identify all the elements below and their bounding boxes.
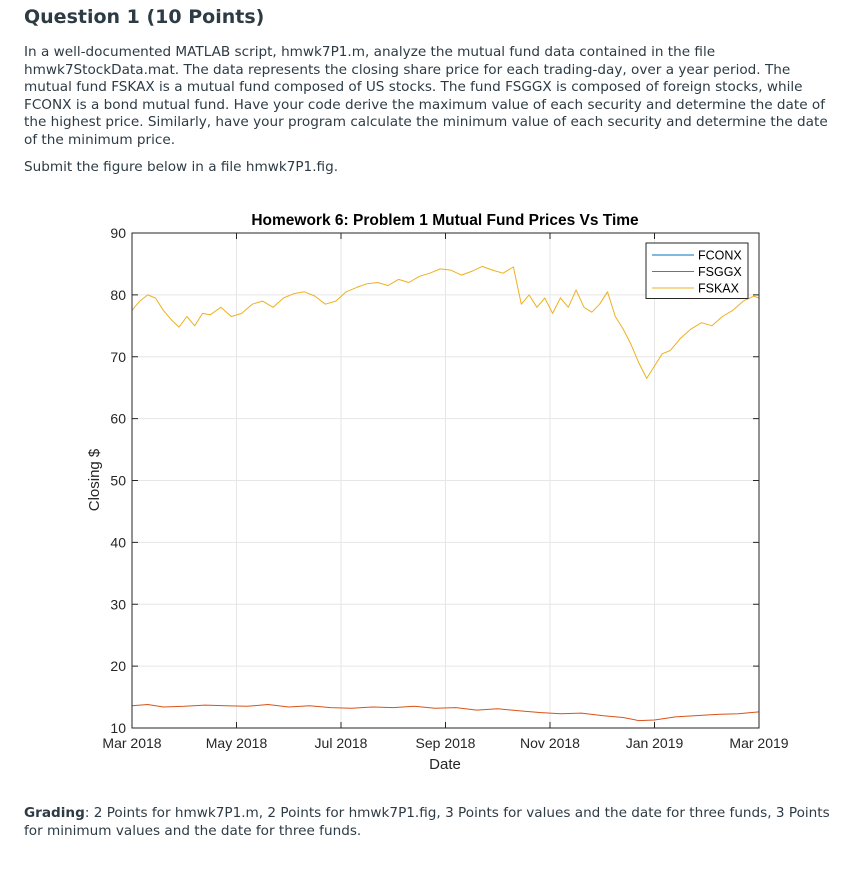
grading-text	[24, 805, 832, 840]
legend-label: FSGGX	[698, 265, 742, 279]
grading-details: : 2 Points for hmwk7P1.m, 2 Points for hmwk7P1.fig, 3 Points for values and the date for three funds, 3 Points for minimum values and the date for three funds.	[24, 805, 830, 839]
x-tick-label: Jan 2019	[625, 735, 684, 751]
y-tick-label: 70	[110, 348, 126, 365]
x-tick-label: May 2018	[205, 735, 268, 751]
y-tick-label: 80	[110, 286, 126, 303]
x-tick-label: Sep 2018	[415, 735, 476, 751]
legend-label: FCONX	[698, 248, 742, 263]
x-axis-label: Date	[429, 756, 461, 773]
x-tick-label: Mar 2018	[102, 735, 162, 751]
y-tick-label: 20	[110, 658, 126, 675]
y-tick-label: 50	[110, 472, 126, 489]
question-paragraph: In a well-documented MATLAB script, hmwk7P1.m, analyze the mutual fund data contained in the file hmwk7StockData.mat. The data represents the closing share price for each trading-day, over a year period. The mutual fund FSKAX is a mutual fund composed of US stocks. The fund FSGGX is composed of foreign stocks, while FCONX is a bond mutual fund. Have your code derive the maximum value of each security and determine the date of the highest price. Similarly, have your program calculate the minimum value of each security and determine the date of the minimum price.	[24, 44, 828, 148]
question-title: Question 1 (10 Points)	[24, 6, 265, 28]
y-tick-label: 90	[110, 225, 126, 241]
legend-label: FSKAX	[698, 281, 739, 296]
grading-label: Grading	[24, 805, 85, 821]
submit-instruction: Submit the figure below in a file hmwk7P1.fig.	[24, 159, 339, 175]
x-tick-label: Jul 2018	[314, 735, 368, 751]
x-tick-label: Nov 2018	[520, 735, 580, 751]
legend	[646, 243, 748, 299]
y-tick-label: 60	[110, 410, 126, 427]
x-tick-label: Mar 2019	[729, 735, 789, 751]
chart-title: Homework 6: Problem 1 Mutual Fund Prices Vs Time	[251, 212, 639, 229]
y-tick-label: 30	[110, 596, 126, 613]
y-axis-label: Closing $	[86, 448, 103, 512]
y-tick-label: 40	[110, 534, 126, 551]
y-tick-label: 10	[110, 720, 126, 736]
